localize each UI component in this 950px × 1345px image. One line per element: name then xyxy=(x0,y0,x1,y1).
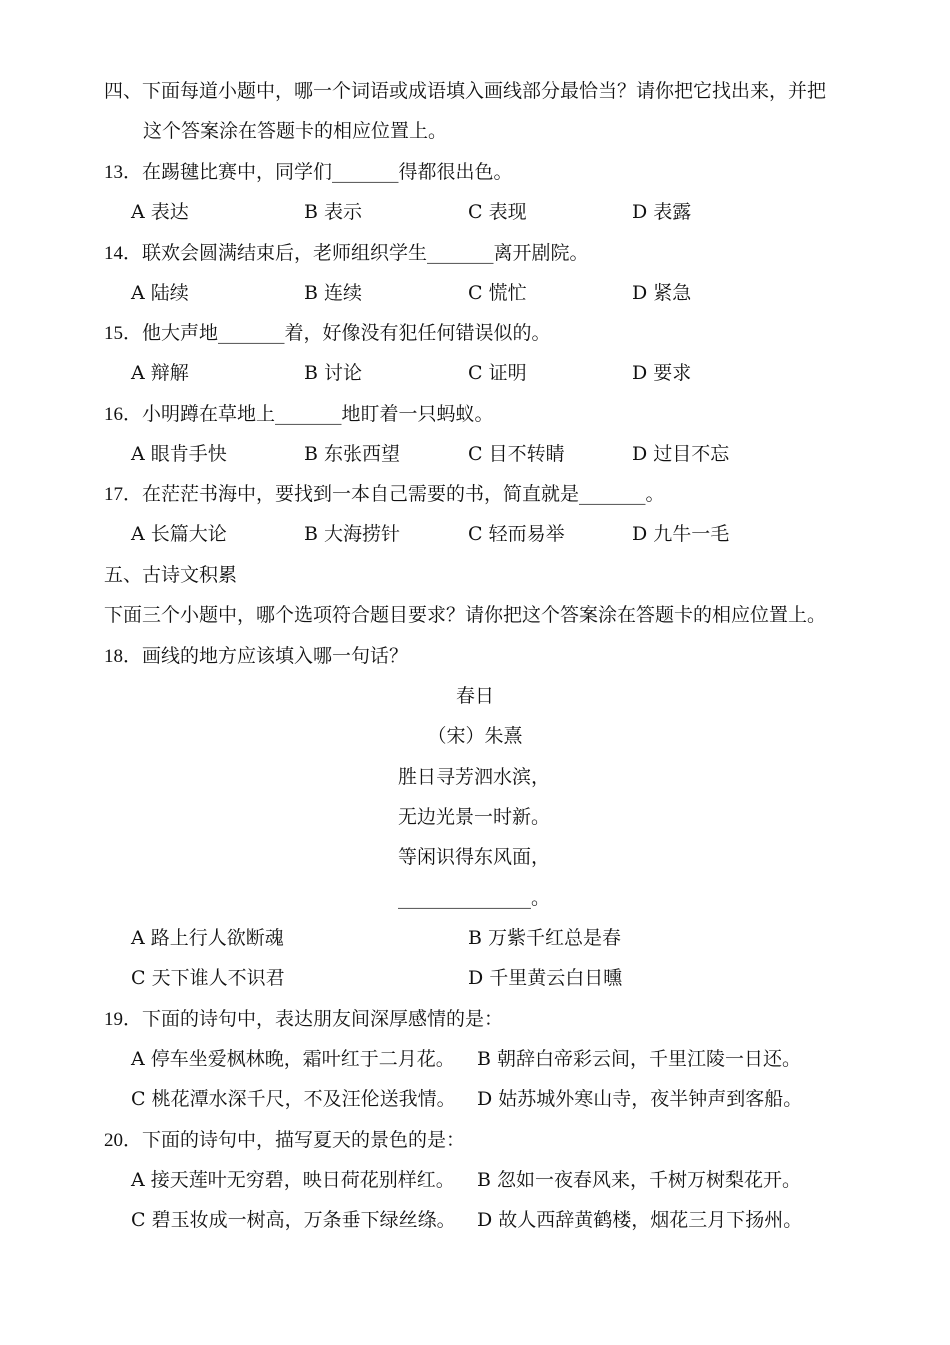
option-c[interactable]: C 碧玉妆成一树高，万条垂下绿丝绦。 xyxy=(131,1209,456,1231)
option-a[interactable]: A 停车坐爱枫林晚，霜叶红于二月花。 xyxy=(131,1048,455,1070)
option-d[interactable]: D 姑苏城外寒山寺，夜半钟声到客船。 xyxy=(477,1088,803,1110)
question-number: 17． xyxy=(104,484,143,505)
question-text: 联欢会圆满结束后，老师组织学生_______离开剧院。 xyxy=(142,242,589,264)
option-c[interactable]: C 表现 xyxy=(468,201,527,223)
option-a[interactable]: A 路上行人欲断魂 xyxy=(131,927,284,949)
question-stem xyxy=(104,159,513,186)
poem-title: 春日 xyxy=(455,685,494,707)
question-stem xyxy=(104,1127,465,1154)
question-text: 下面的诗句中，描写夏天的景色的是： xyxy=(142,1129,466,1151)
option-c[interactable]: C 证明 xyxy=(468,362,527,384)
question-text: 画线的地方应该填入哪一句话？ xyxy=(142,645,409,667)
option-b[interactable]: B 万紫千红总是春 xyxy=(468,927,622,949)
poem-author: （宋）朱熹 xyxy=(427,725,523,747)
question-number: 20． xyxy=(104,1130,143,1151)
option-b[interactable]: B 忽如一夜春风来，千树万树梨花开。 xyxy=(477,1169,802,1191)
option-c[interactable]: C 目不转睛 xyxy=(468,443,565,465)
question-number: 13． xyxy=(104,162,143,183)
option-b[interactable]: B 讨论 xyxy=(304,362,363,384)
question-stem xyxy=(104,1006,503,1033)
question-stem xyxy=(104,481,665,508)
option-b[interactable]: B 表示 xyxy=(304,201,363,223)
question-stem xyxy=(104,643,408,670)
question-number: 14． xyxy=(104,243,143,264)
section-5-title: 五、古诗文积累 xyxy=(104,564,238,586)
question-stem xyxy=(104,401,494,428)
option-c[interactable]: C 轻而易举 xyxy=(468,523,565,545)
section-5-instruction: 下面三个小题中，哪个选项符合题目要求？请你把这个答案涂在答题卡的相应位置上。 xyxy=(104,604,827,626)
question-number: 15． xyxy=(104,323,143,344)
poem-line: 胜日寻芳泗水滨， xyxy=(398,766,551,788)
question-number: 16． xyxy=(104,404,143,425)
option-d[interactable]: D 要求 xyxy=(632,362,692,384)
poem-blank-line: ______________。 xyxy=(398,887,551,909)
option-b[interactable]: B 朝辞白帝彩云间，千里江陵一日还。 xyxy=(477,1048,802,1070)
question-stem xyxy=(104,320,551,347)
option-d[interactable]: D 表露 xyxy=(632,201,692,223)
question-number: 18． xyxy=(104,646,143,667)
question-text: 他大声地_______着，好像没有犯任何错误似的。 xyxy=(142,322,551,344)
question-text: 在踢毽比赛中，同学们_______得都很出色。 xyxy=(142,161,513,183)
option-b[interactable]: B 连续 xyxy=(304,282,363,304)
option-a[interactable]: A 表达 xyxy=(131,201,189,223)
option-c[interactable]: C 慌忙 xyxy=(468,282,527,304)
option-d[interactable]: D 过目不忘 xyxy=(632,443,730,465)
option-c[interactable]: C 天下谁人不识君 xyxy=(131,967,285,989)
section-4-title-line-1: 四、下面每道小题中，哪一个词语或成语填入画线部分最恰当？请你把它找出来，并把 xyxy=(104,80,827,102)
option-c[interactable]: C 桃花潭水深千尺，不及汪伦送我情。 xyxy=(131,1088,456,1110)
option-d[interactable]: D 紧急 xyxy=(632,282,692,304)
option-b[interactable]: B 大海捞针 xyxy=(304,523,401,545)
section-4-title-line-2: 这个答案涂在答题卡的相应位置上。 xyxy=(143,120,448,142)
question-text: 下面的诗句中，表达朋友间深厚感情的是： xyxy=(142,1008,504,1030)
option-a[interactable]: A 长篇大论 xyxy=(131,523,227,545)
question-text: 在茫茫书海中，要找到一本自己需要的书，简直就是_______。 xyxy=(142,483,665,505)
question-number: 19． xyxy=(104,1009,143,1030)
question-text: 小明蹲在草地上_______地盯着一只蚂蚁。 xyxy=(142,403,494,425)
option-d[interactable]: D 故人西辞黄鹤楼，烟花三月下扬州。 xyxy=(477,1209,803,1231)
question-stem xyxy=(104,240,589,267)
option-a[interactable]: A 接天莲叶无穷碧，映日荷花别样红。 xyxy=(131,1169,455,1191)
poem-line: 等闲识得东风面， xyxy=(398,846,551,868)
option-b[interactable]: B 东张西望 xyxy=(304,443,401,465)
option-a[interactable]: A 眼肯手快 xyxy=(131,443,227,465)
option-d[interactable]: D 千里黄云白日曛 xyxy=(468,967,623,989)
option-d[interactable]: D 九牛一毛 xyxy=(632,523,730,545)
poem-line: 无边光景一时新。 xyxy=(398,806,551,828)
option-a[interactable]: A 辩解 xyxy=(131,362,189,384)
option-a[interactable]: A 陆续 xyxy=(131,282,189,304)
